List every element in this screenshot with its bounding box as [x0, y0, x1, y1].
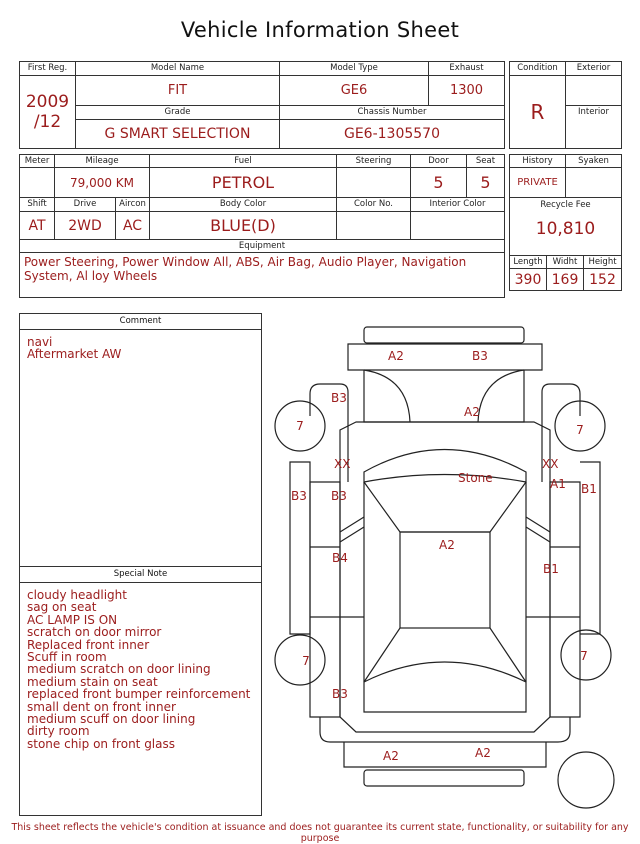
- special-note-line: cloudy headlight: [27, 588, 127, 602]
- front-bumper: [344, 742, 546, 767]
- mark-xx-right: XX: [542, 457, 559, 471]
- grade-label: Grade: [76, 106, 280, 120]
- special-note-label: Special Note: [20, 567, 261, 583]
- model-type-value: GE6: [280, 76, 429, 106]
- rear-bumper-top: [364, 327, 524, 343]
- condition-value: R: [510, 76, 566, 149]
- model-name-value: FIT: [76, 76, 280, 106]
- special-note-line: replaced front bumper reinforcement: [27, 687, 251, 702]
- shift-label: Shift: [20, 198, 55, 212]
- condition-table: [509, 61, 622, 149]
- width-value: 169: [547, 269, 584, 291]
- first-reg-value: 2009 /12: [20, 76, 76, 149]
- exterior-value: [566, 76, 622, 106]
- door-label: Door: [411, 155, 467, 168]
- mark-front-right: A2: [475, 746, 491, 760]
- condition-label: Condition: [510, 62, 566, 76]
- mark-front-left: A2: [383, 749, 399, 763]
- windshield: [364, 662, 526, 712]
- mark-right-quarter: A1: [550, 477, 566, 491]
- body-color-label: Body Color: [150, 198, 337, 212]
- fuel-value: PETROL: [150, 168, 337, 198]
- cabin-outline: [364, 482, 526, 532]
- rear-glass: [364, 450, 526, 483]
- special-note-line: medium scuff on door lining: [27, 712, 196, 727]
- special-note-line: Scuff in room: [27, 650, 107, 665]
- model-name-label: Model Name: [76, 62, 280, 76]
- rear-lamp-left: [364, 370, 410, 422]
- chassis-value: GE6-1305570: [280, 120, 505, 149]
- mark-wheel-rf: 7: [580, 649, 588, 663]
- height-value: 152: [584, 269, 622, 291]
- fuel-label: Fuel: [150, 155, 337, 168]
- drive-label: Drive: [55, 198, 116, 212]
- spare-wheel: [558, 752, 614, 808]
- seat-label: Seat: [467, 155, 505, 168]
- length-value: 390: [510, 269, 547, 291]
- door-lines-left: [340, 517, 364, 617]
- steering-label: Steering: [337, 155, 411, 168]
- color-no-label: Color No.: [337, 198, 411, 212]
- width-label: Widht: [547, 256, 584, 269]
- disclaimer-footer: This sheet reflects the vehicle's condition at issuance and does not guarantee its current state, functionality, or suitability for any purpose: [11, 822, 629, 844]
- mark-left-quarter: B3: [331, 489, 347, 503]
- rear-bumper: [348, 344, 542, 370]
- syaken-label: Syaken: [566, 155, 622, 168]
- interior-value: [566, 120, 622, 149]
- seat-value: 5: [467, 168, 505, 198]
- exterior-label: Exterior: [566, 62, 622, 76]
- right-side-panels: [550, 482, 580, 717]
- meter-label: Meter: [20, 155, 55, 168]
- shift-value: AT: [20, 212, 55, 240]
- special-note-box: [19, 566, 262, 816]
- wheel-left-front: [275, 635, 325, 685]
- aircon-label: Aircon: [116, 198, 150, 212]
- exhaust-value: 1300: [429, 76, 505, 106]
- special-note-line: scratch on door mirror: [27, 625, 162, 640]
- length-label: Length: [510, 256, 547, 269]
- equipment-value: Power Steering, Power Window All, ABS, Air Bag, Audio Player, Navigation System, Al loy Wheels: [20, 253, 505, 298]
- special-note-line: stone chip on front glass: [27, 736, 176, 751]
- mark-rear-bumper-left: A2: [388, 349, 404, 363]
- mark-wheel-rr: 7: [576, 423, 584, 437]
- mark-rear-glass: Stone: [458, 471, 493, 485]
- left-side-panels: [310, 482, 340, 717]
- height-label: Height: [584, 256, 622, 269]
- history-table: [509, 154, 622, 291]
- aircon-value: AC: [116, 212, 150, 240]
- vehicle-main-table: [19, 61, 505, 149]
- model-type-label: Model Type: [280, 62, 429, 76]
- mark-left-rear-pillar: B3: [331, 391, 347, 405]
- special-note-line: Replaced front inner: [27, 637, 150, 652]
- interior-color-value: [411, 212, 505, 240]
- steering-value: [337, 168, 411, 198]
- mark-right-front-door: B1: [543, 562, 559, 576]
- equipment-label: Equipment: [20, 240, 505, 253]
- exhaust-label: Exhaust: [429, 62, 505, 76]
- history-label: History: [510, 155, 566, 168]
- mileage-label: Mileage: [55, 155, 150, 168]
- interior-color-label: Interior Color: [411, 198, 505, 212]
- vehicle-spec-table: [19, 154, 505, 298]
- mark-left-rear-door: B4: [332, 551, 348, 565]
- recycle-fee: Recycle Fee 10,810: [510, 198, 622, 256]
- body-color-value: BLUE(D): [150, 212, 337, 240]
- left-quarter-strip: [290, 462, 310, 634]
- page-title: Vehicle Information Sheet: [180, 18, 460, 42]
- door-value: 5: [411, 168, 467, 198]
- car-damage-diagram: [268, 322, 628, 832]
- rear-lamp-right: [478, 370, 524, 422]
- special-note-line: sag on seat: [27, 600, 97, 615]
- special-note-line: medium scratch on door lining: [27, 662, 211, 677]
- special-note-line: medium stain on seat: [27, 674, 158, 689]
- mileage-value: 79,000 KM: [55, 168, 150, 198]
- meter-value: [20, 168, 55, 198]
- special-note-line: dirty room: [27, 724, 90, 739]
- grade-value: G SMART SELECTION: [76, 120, 280, 149]
- first-reg-label: First Reg.: [20, 62, 76, 76]
- drive-value: 2WD: [55, 212, 116, 240]
- special-note-line: AC LAMP IS ON: [27, 612, 118, 627]
- cabin-pillars: [364, 482, 526, 682]
- comment-line: navi: [27, 335, 53, 349]
- special-note-lines: [20, 583, 261, 750]
- comment-label: Comment: [20, 314, 261, 330]
- mark-xx-left: XX: [334, 457, 351, 471]
- mark-rear-bumper-right: B3: [472, 349, 488, 363]
- special-note-line: small dent on front inner: [27, 699, 176, 714]
- comment-box: [19, 313, 262, 567]
- color-no-value: [337, 212, 411, 240]
- mark-trunk: A2: [464, 405, 480, 419]
- mark-roof: A2: [439, 538, 455, 552]
- mark-wheel-lr: 7: [296, 419, 304, 433]
- mark-wheel-lf: 7: [302, 654, 310, 668]
- front-bumper-lower: [364, 770, 524, 786]
- history-value: PRIVATE: [510, 168, 566, 198]
- syaken-value: [566, 168, 622, 198]
- mark-left-quarter-outer: B3: [291, 489, 307, 503]
- mark-right-side: B1: [581, 482, 597, 496]
- comment-lines: [20, 330, 261, 361]
- front-outline: [320, 717, 570, 742]
- mark-left-front-fender: B3: [332, 687, 348, 701]
- chassis-label: Chassis Number: [280, 106, 505, 120]
- interior-label: Interior: [566, 106, 622, 120]
- comment-line: Aftermarket AW: [27, 347, 122, 362]
